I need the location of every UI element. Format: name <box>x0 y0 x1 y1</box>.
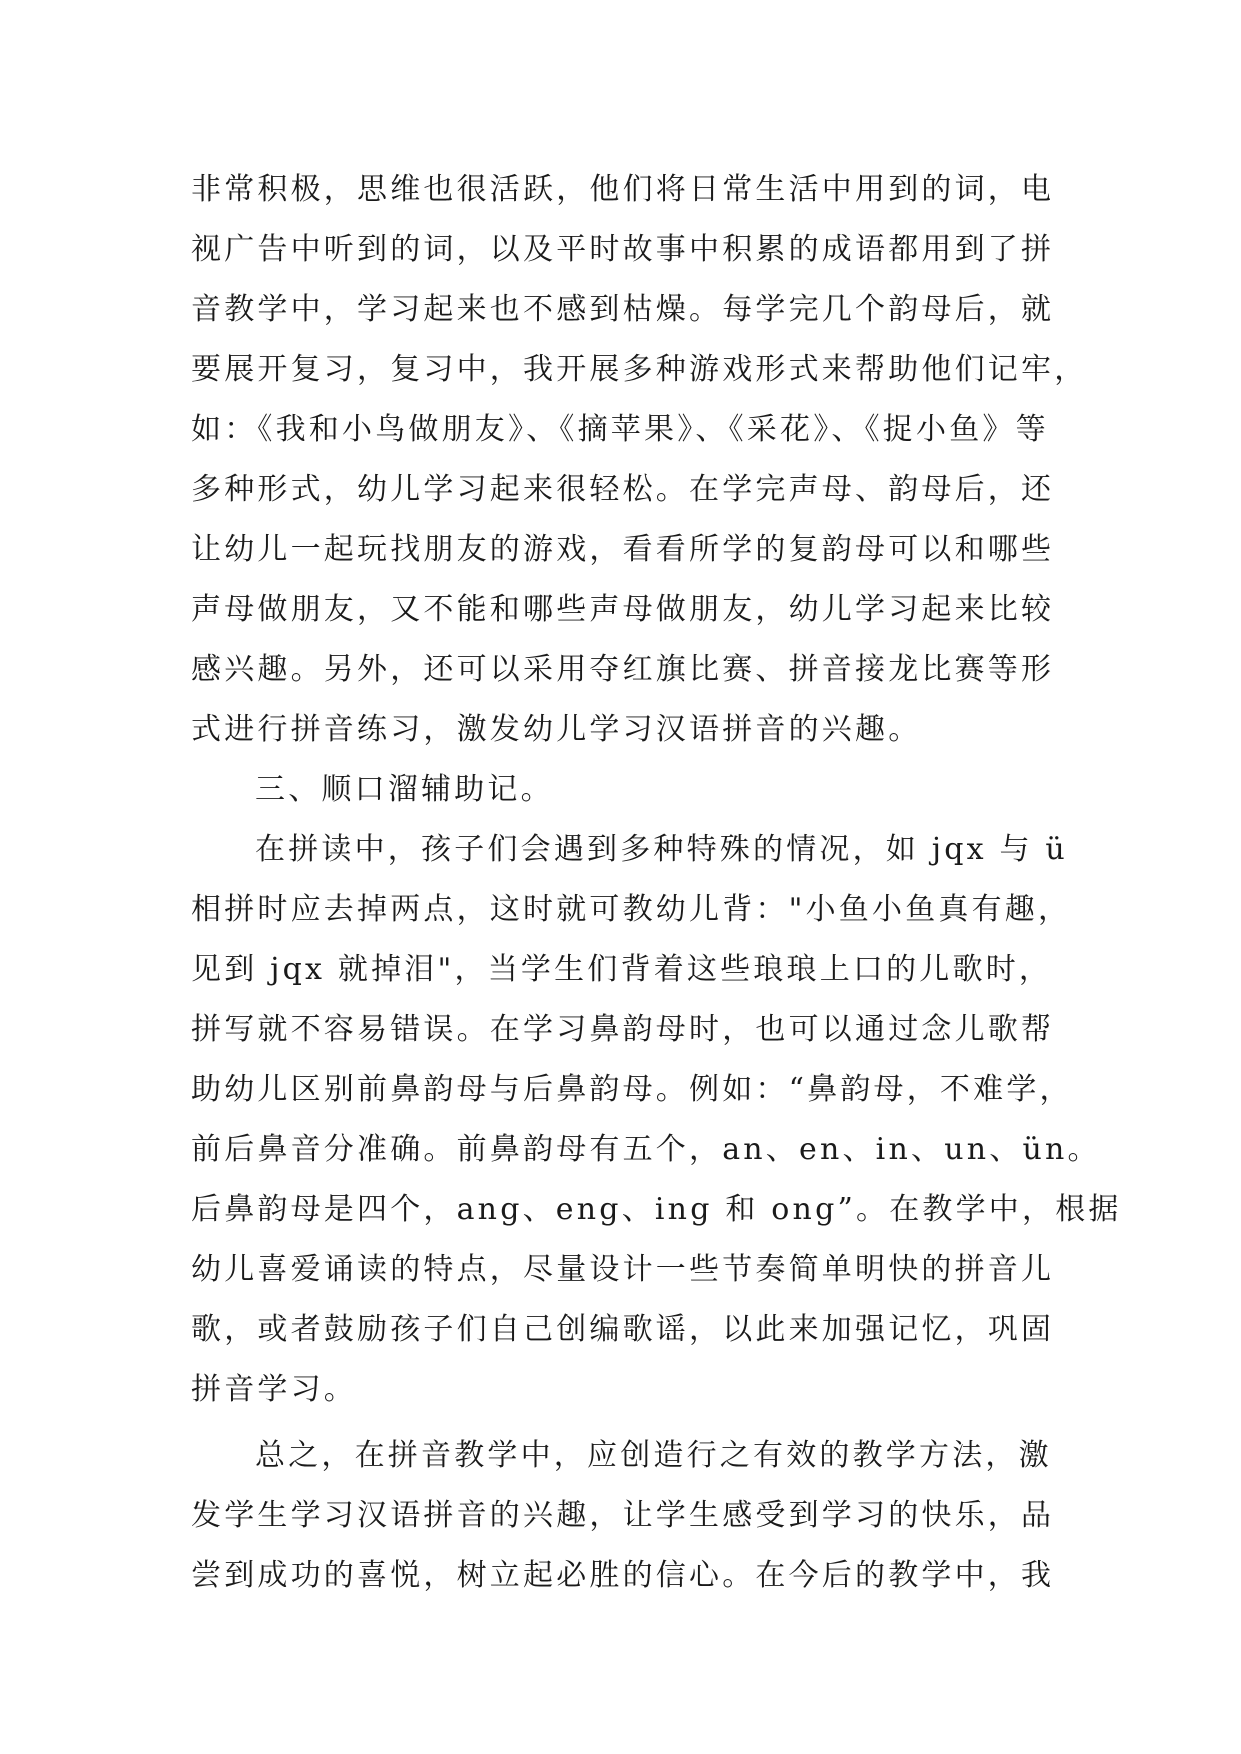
text-line: 拼写就不容易错误。在学习鼻韵母时，也可以通过念儿歌帮 <box>191 1012 1055 1047</box>
text-line: 拼音学习。 <box>191 1372 357 1407</box>
text-line: 前后鼻音分准确。前鼻韵母有五个，an、en、in、un、ün。 <box>191 1132 1101 1167</box>
text-line: 见到 jqx 就掉泪"，当学生们背着这些琅琅上口的儿歌时， <box>191 952 1053 987</box>
text-line: 非常积极，思维也很活跃，他们将日常生活中用到的词，电 <box>191 172 1055 207</box>
text-line: 幼儿喜爱诵读的特点，尽量设计一些节奏简单明快的拼音儿 <box>191 1252 1055 1287</box>
text-line: 感兴趣。另外，还可以采用夺红旗比赛、拼音接龙比赛等形 <box>191 652 1055 687</box>
section-heading: 三、顺口溜辅助记。 <box>255 772 554 807</box>
text-line: 式进行拼音练习，激发幼儿学习汉语拼音的兴趣。 <box>191 712 922 747</box>
text-line: 相拼时应去掉两点，这时就可教幼儿背："小鱼小鱼真有趣， <box>191 892 1072 927</box>
text-line: 歌，或者鼓励孩子们自己创编歌谣，以此来加强记忆，巩固 <box>191 1312 1055 1347</box>
text-line: 发学生学习汉语拼音的兴趣，让学生感受到学习的快乐，品 <box>191 1498 1055 1533</box>
text-line: 音教学中，学习起来也不感到枯燥。每学完几个韵母后，就 <box>191 292 1055 327</box>
text-line: 在拼读中，孩子们会遇到多种特殊的情况，如 jqx 与 ü <box>255 832 1068 867</box>
text-line: 要展开复习，复习中，我开展多种游戏形式来帮助他们记牢， <box>191 352 1088 387</box>
text-line: 尝到成功的喜悦，树立起必胜的信心。在今后的教学中，我 <box>191 1558 1055 1593</box>
text-line: 助幼儿区别前鼻韵母与后鼻韵母。例如：“鼻韵母，不难学， <box>191 1072 1073 1107</box>
text-line: 总之，在拼音教学中，应创造行之有效的教学方法，激 <box>255 1438 1052 1473</box>
text-line: 后鼻韵母是四个，ang、eng、ing 和 ong”。在教学中，根据 <box>191 1192 1122 1227</box>
text-line: 如：《我和小鸟做朋友》、《摘苹果》、《采花》、《捉小鱼》等 <box>191 412 1049 447</box>
text-line: 声母做朋友，又不能和哪些声母做朋友，幼儿学习起来比较 <box>191 592 1055 627</box>
text-line: 视广告中听到的词，以及平时故事中积累的成语都用到了拼 <box>191 232 1055 267</box>
document-body <box>191 160 1122 1606</box>
text-line: 多种形式，幼儿学习起来很轻松。在学完声母、韵母后，还 <box>191 472 1055 507</box>
text-line: 让幼儿一起玩找朋友的游戏，看看所学的复韵母可以和哪些 <box>191 532 1055 567</box>
